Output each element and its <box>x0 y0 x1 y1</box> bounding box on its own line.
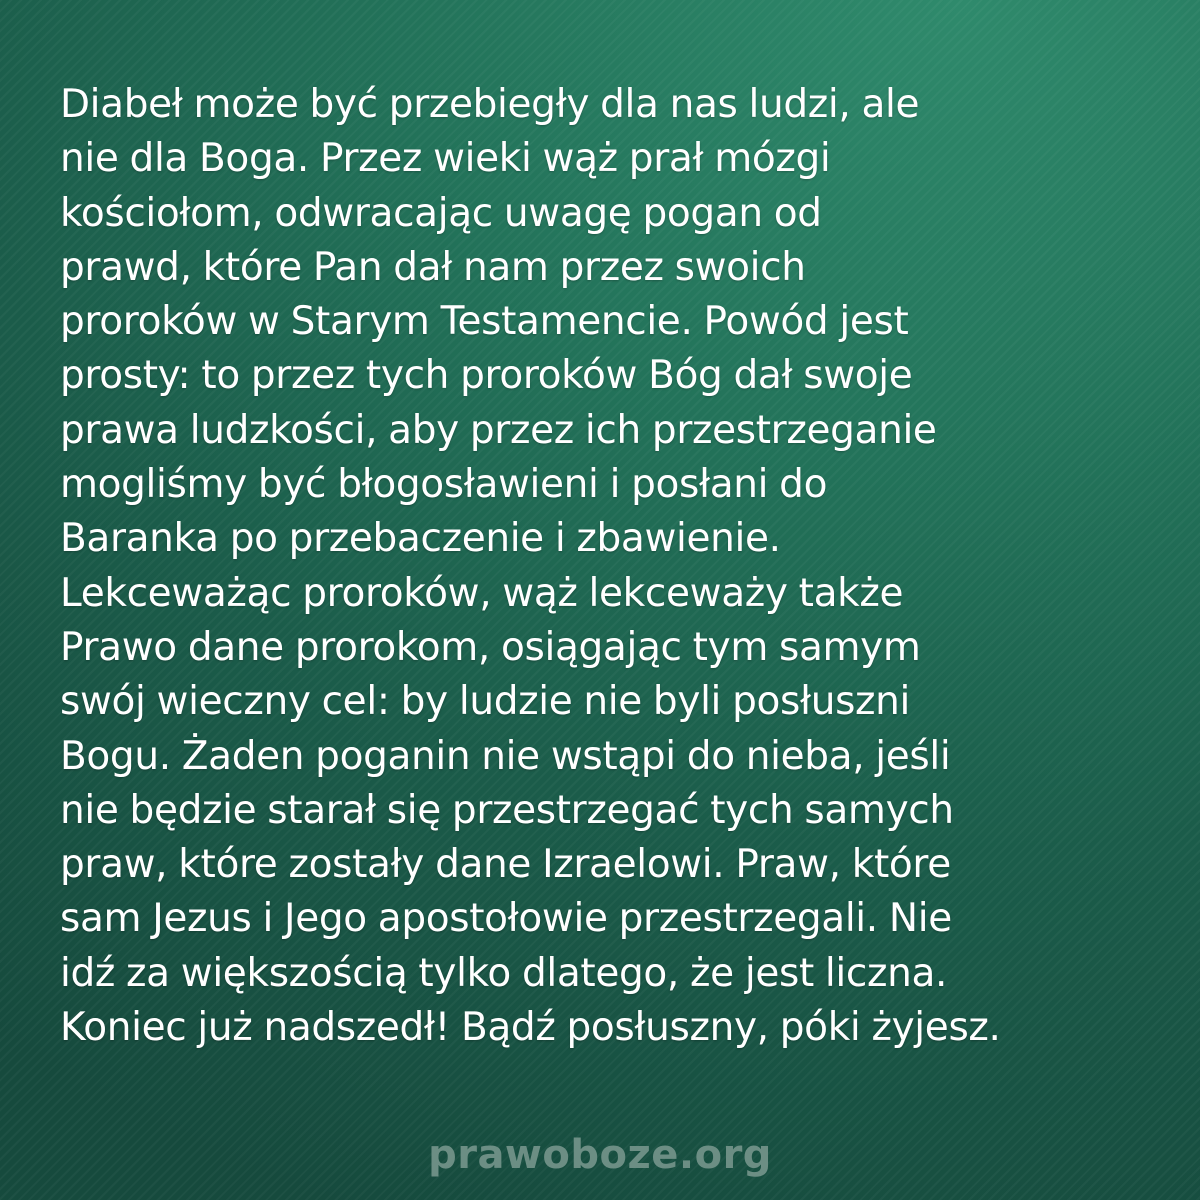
quote-line: Lekceważąc proroków, wąż lekceważy także <box>60 570 904 616</box>
quote-line: proroków w Starym Testamencie. Powód jest <box>60 299 909 345</box>
quote-line: Baranka po przebaczenie i zbawienie. <box>60 516 781 562</box>
quote-line: mogliśmy być błogosławieni i posłani do <box>60 462 828 508</box>
quote-line: nie dla Boga. Przez wieki wąż prał mózgi <box>60 136 831 182</box>
quote-line: prosty: to przez tych proroków Bóg dał swoje <box>60 353 913 399</box>
site-watermark: prawoboze.org <box>428 1132 772 1178</box>
quote-line: prawd, które Pan dał nam przez swoich <box>60 244 806 290</box>
quote-line: prawa ludzkości, aby przez ich przestrzeganie <box>60 407 937 453</box>
quote-line: Diabeł może być przebiegły dla nas ludzi, ale <box>60 82 920 127</box>
quote-line: sam Jezus i Jego apostołowie przestrzegali. Nie <box>60 896 952 942</box>
quote-line: Bogu. Żaden poganin nie wstąpi do nieba, jeśli <box>60 733 951 779</box>
quote-line: swój wieczny cel: by ludzie nie byli posłuszni <box>60 679 911 725</box>
quote-line: Prawo dane prorokom, osiągając tym samym <box>60 624 921 670</box>
quote-line: kościołom, odwracając uwagę pogan od <box>60 190 822 236</box>
quote-line: idź za większością tylko dlatego, że jest liczna. <box>60 950 948 996</box>
quote-line: nie będzie starał się przestrzegać tych samych <box>60 787 954 833</box>
quote-text <box>60 78 1160 1055</box>
quote-line: Koniec już nadszedł! Bądź posłuszny, póki żyjesz. <box>60 1005 1001 1051</box>
quote-line: praw, które zostały dane Izraelowi. Praw, które <box>60 842 951 888</box>
